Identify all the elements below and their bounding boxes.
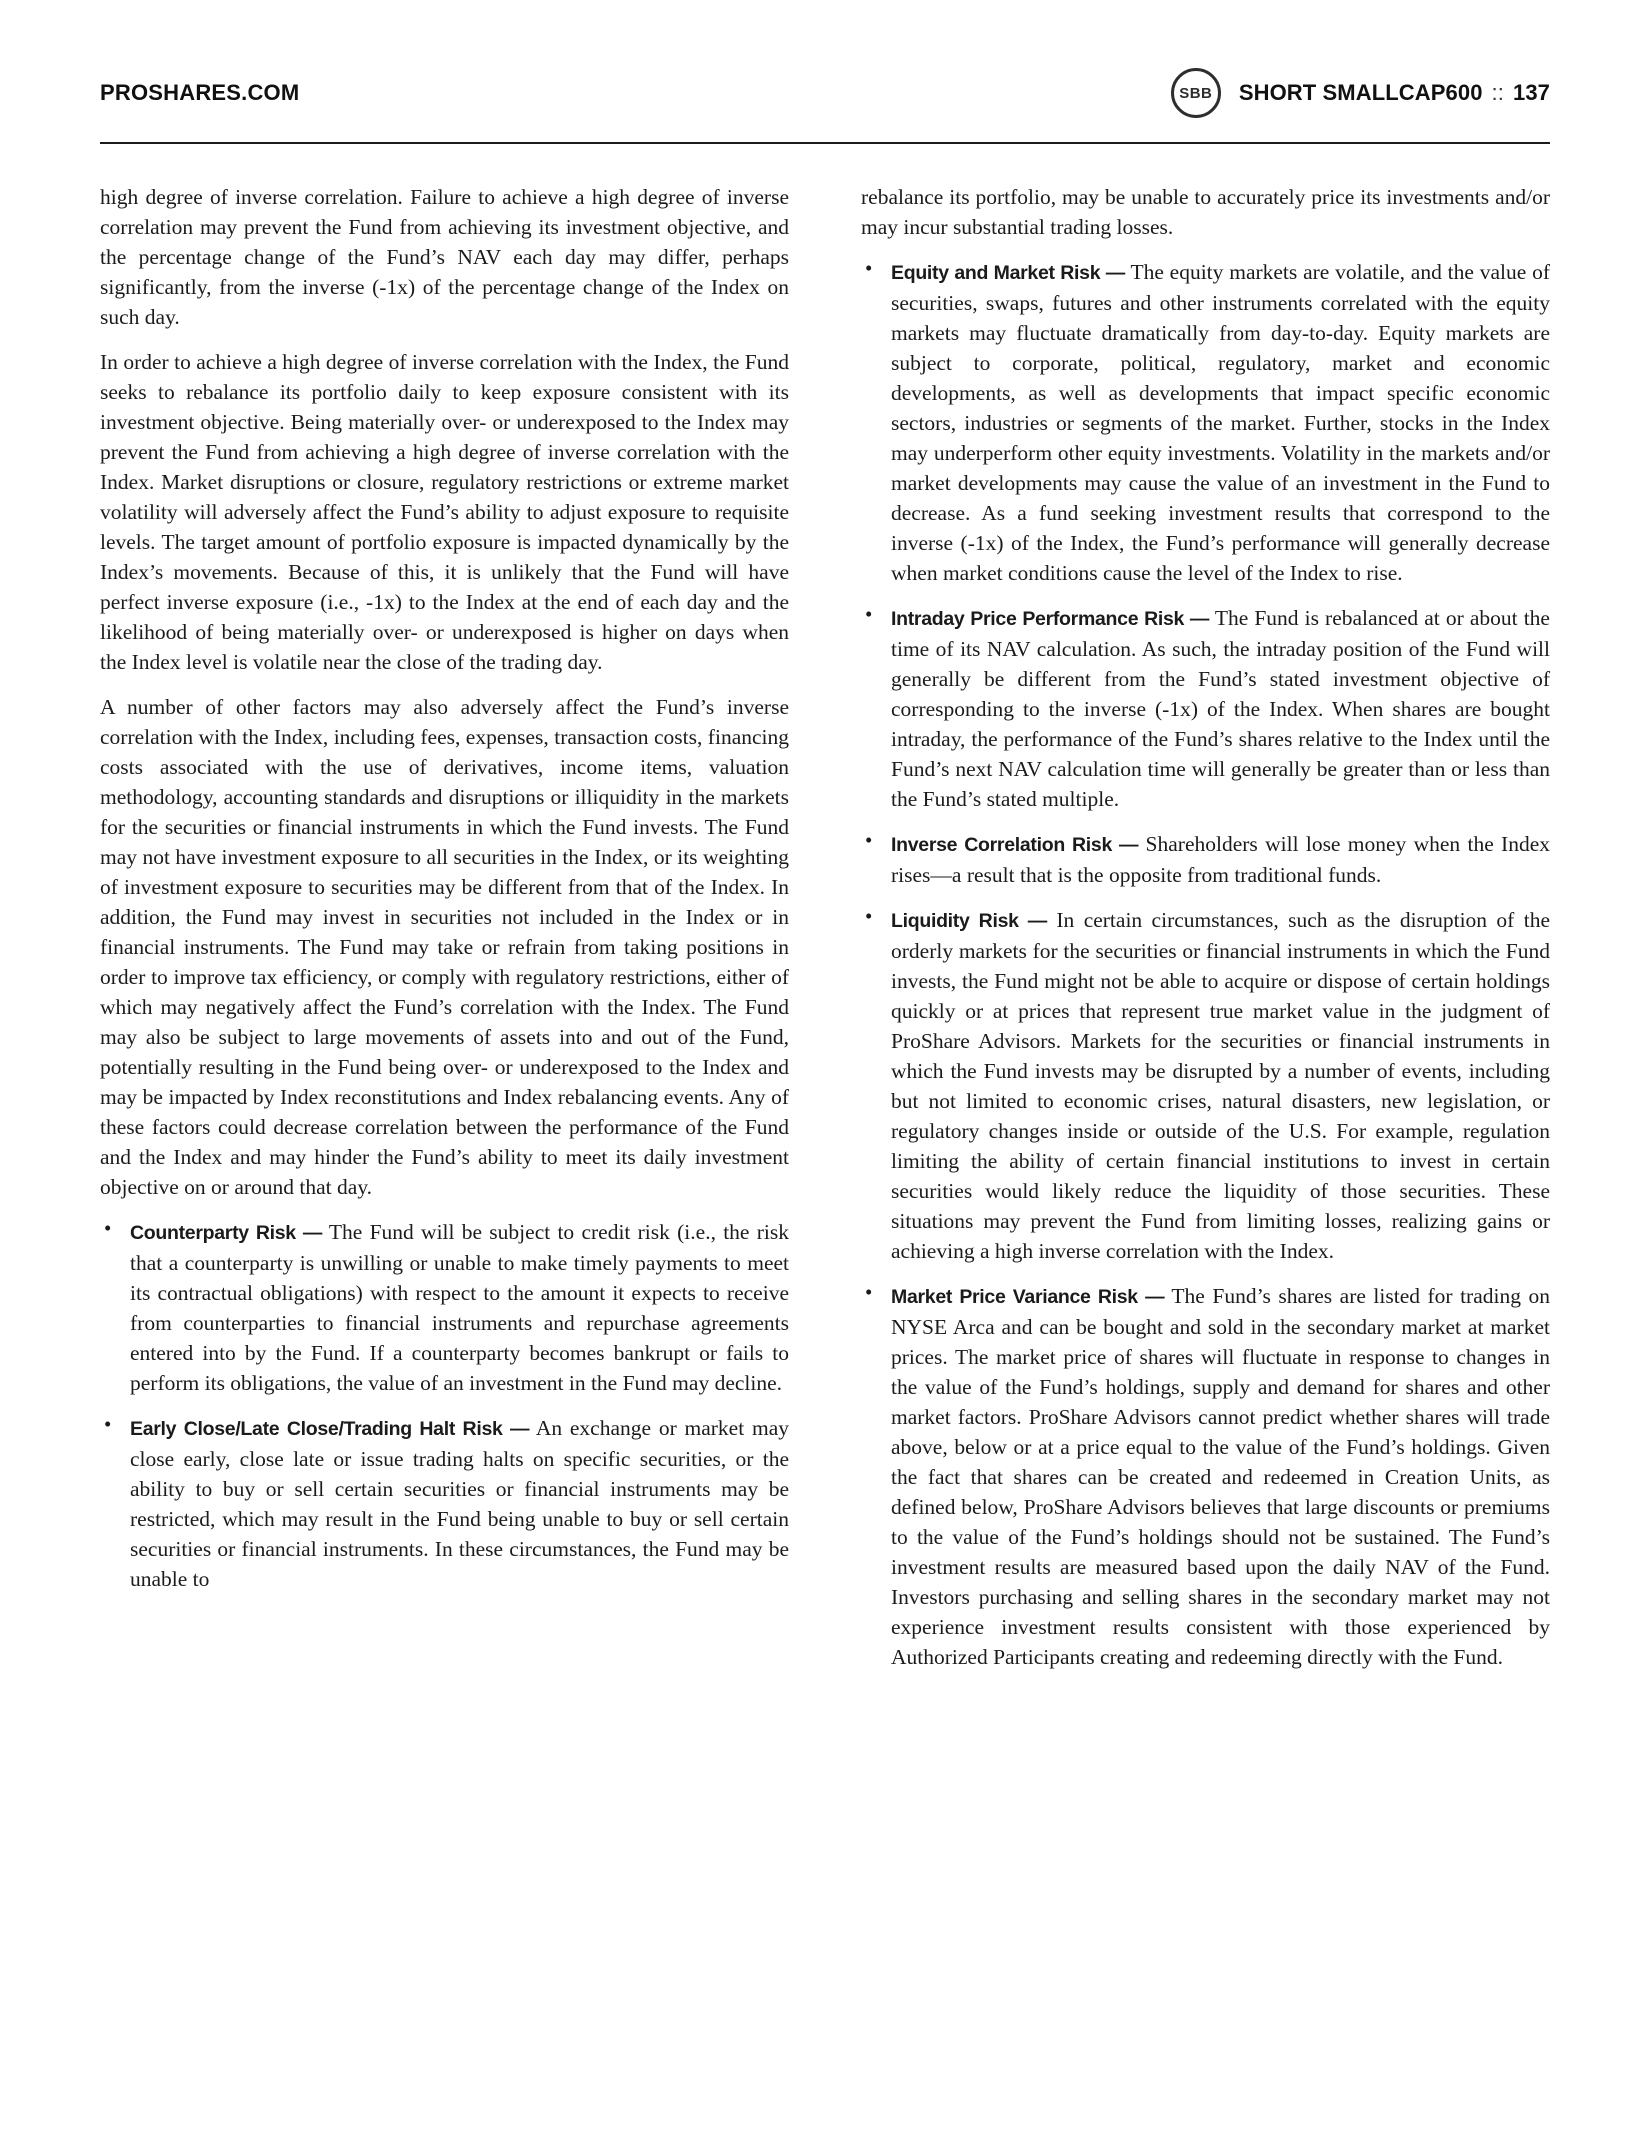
risk-item-inverse-correlation <box>861 829 1550 890</box>
left-column <box>100 182 789 1687</box>
risk-item-counterparty <box>100 1217 789 1398</box>
right-column <box>861 182 1550 1687</box>
risk-title: Intraday Price Performance Risk — <box>891 608 1210 630</box>
page-header <box>100 68 1550 144</box>
bullet-icon: • <box>104 1412 112 1436</box>
risk-item-early-close <box>100 1413 789 1594</box>
risk-text: The Fund is rebalanced at or about the time of its NAV calculation. As such, the intraday position of the Fund will generally be different from the Fund’s stated investment objective of corresponding to the inverse (-1x) of the Index. When shares are bought intraday, the performance of the Fund’s shares relative to the Index until the Fund’s next NAV calculation time will generally be greater than or less than the Fund’s stated multiple. <box>891 606 1550 811</box>
risk-text: The equity markets are volatile, and the value of securities, swaps, futures and other instruments correlated with the equity markets may fluctuate dramatically from day-to-day. Equity markets are subject to corporate, political, regulatory, market and economic developments, as well as developments that impact specific economic sectors, industries or segments of the market. Further, stocks in the Index may underperform other equity investments. Volatility in the markets and/or market developments may cause the value of an investment in the Fund to decrease. As a fund seeking investment results that correspond to the inverse (-1x) of the Index, the Fund’s performance will generally decrease when market conditions cause the level of the Index to rise. <box>891 260 1550 585</box>
fund-name: SHORT SMALLCAP600 <box>1238 80 1483 105</box>
page-title <box>1239 80 1550 106</box>
risk-text: The Fund’s shares are listed for trading on NYSE Arca and can be bought and sold in the secondary market at market prices. The market price of shares will fluctuate in response to changes in the value of the Fund’s holdings, supply and demand for shares and other market factors. ProShare Advisors cannot predict whether shares will trade above, below or at a price equal to the value of the Fund’s holdings. Given the fact that shares can be created and redeemed in Creation Units, as defined below, ProShare Advisors believes that large discounts or premiums to the value of the Fund’s holdings should not be sustained. The Fund’s investment results are measured based upon the daily NAV of the Fund. Investors purchasing and selling shares in the secondary market may not experience investment results consistent with those experienced by Authorized Participants creating and redeeming directly with the Fund. <box>891 1284 1550 1669</box>
risk-item-intraday-price <box>861 603 1550 814</box>
paragraph: high degree of inverse correlation. Failure to achieve a high degree of inverse correlation may prevent the Fund from achieving its investment objective, and the percentage change of the Fund’s NAV each day may differ, perhaps significantly, from the inverse (-1x) of the percentage change of the Index on such day. <box>100 185 789 329</box>
header-right-group <box>1171 68 1550 118</box>
paragraph: rebalance its portfolio, may be unable to accurately price its investments and/or may incur substantial trading losses. <box>861 185 1550 239</box>
risk-text: The Fund will be subject to credit risk (i.e., the risk that a counterparty is unwilling or unable to make timely payments to meet its contractual obligations) with respect to the amount it expects to receive from counterparties to financial instruments and repurchase agreements entered into by the Fund. If a counterparty becomes bankrupt or fails to perform its obligations, the value of an investment in the Fund may decline. <box>130 1220 789 1395</box>
risk-text: Shareholders will lose money when the Index rises—a result that is the opposite from traditional funds. <box>891 832 1550 887</box>
risk-item-equity-market <box>861 257 1550 588</box>
risk-title: Liquidity Risk — <box>891 910 1047 932</box>
bullet-icon: • <box>865 904 873 928</box>
paragraph: In order to achieve a high degree of inverse correlation with the Index, the Fund seeks to rebalance its portfolio daily to keep exposure consistent with its investment objective. Being materially over- or underexposed to the Index may prevent the Fund from achieving a high degree of inverse correlation with the Index. Market disruptions or closure, regulatory restrictions or extreme market volatility will adversely affect the Fund’s ability to adjust exposure to requisite levels. The target amount of portfolio exposure is impacted dynamically by the Index’s movements. Because of this, it is unlikely that the Fund will have perfect inverse exposure (i.e., -1x) to the Index at the end of each day and the likelihood of being materially over- or underexposed is higher on days when the Index level is volatile near the close of the trading day. <box>100 350 789 674</box>
bullet-icon: • <box>865 1280 873 1304</box>
bullet-icon: • <box>865 256 873 280</box>
risk-item-market-price-variance <box>861 1281 1550 1672</box>
risk-title: Market Price Variance Risk — <box>891 1286 1165 1308</box>
fund-ticker-badge <box>1171 68 1221 118</box>
paragraph: A number of other factors may also adversely affect the Fund’s inverse correlation with the Index, including fees, expenses, transaction costs, financing costs associated with the use of derivatives, income items, valuation methodology, accounting standards and disruptions or illiquidity in the markets for the securities or financial instruments in which the Fund invests. The Fund may not have investment exposure to all securities in the Index, or its weighting of investment exposure to securities may be different from that of the Index. In addition, the Fund may invest in securities not included in the Index or in financial instruments. The Fund may take or refrain from taking positions in order to improve tax efficiency, or comply with regulatory restrictions, either of which may negatively affect the Fund’s correlation with the Index. The Fund may also be subject to large movements of assets into and out of the Fund, potentially resulting in the Fund being over- or underexposed to the Index and may be impacted by Index reconstitutions and Index rebalancing events. Any of these factors could decrease correlation between the performance of the Fund and the Index and may hinder the Fund’s ability to meet its daily investment objective on or around that day. <box>100 695 789 1199</box>
bullet-icon: • <box>865 602 873 626</box>
risk-title: Counterparty Risk — <box>130 1222 323 1244</box>
fund-ticker-label: SBB <box>1179 84 1213 102</box>
site-name: PROSHARES.COM <box>100 80 300 105</box>
page-number: 137 <box>1512 80 1550 105</box>
risk-title: Equity and Market Risk — <box>891 262 1126 284</box>
risk-text: In certain circumstances, such as the disruption of the orderly markets for the securities or financial instruments in which the Fund invests, the Fund might not be able to acquire or dispose of certain holdings quickly or at prices that represent true market value in the judgment of ProShare Advisors. Markets for the securities or financial instruments in which the Fund invests may be disrupted by a number of events, including but not limited to economic crises, natural disasters, new legislation, or regulatory changes inside or outside of the U.S. For example, regulation limiting the ability of certain financial institutions to invest in certain securities would likely reduce the liquidity of those securities. These situations may prevent the Fund from limiting losses, realizing gains or achieving a high inverse correlation with the Index. <box>891 908 1550 1263</box>
bullet-icon: • <box>865 828 873 852</box>
risk-text: An exchange or market may close early, close late or issue trading halts on specific securities, or the ability to buy or sell certain securities or financial instruments may be restricted, which may result in the Fund being unable to buy or sell certain securities or financial instruments. In these circumstances, the Fund may be unable to <box>130 1416 789 1591</box>
risk-item-liquidity <box>861 905 1550 1266</box>
two-column-body <box>100 182 1550 1687</box>
risk-title: Inverse Correlation Risk — <box>891 834 1139 856</box>
risk-title: Early Close/Late Close/Trading Halt Risk — <box>130 1418 530 1440</box>
title-separator: :: <box>1491 80 1504 105</box>
bullet-icon: • <box>104 1216 112 1240</box>
